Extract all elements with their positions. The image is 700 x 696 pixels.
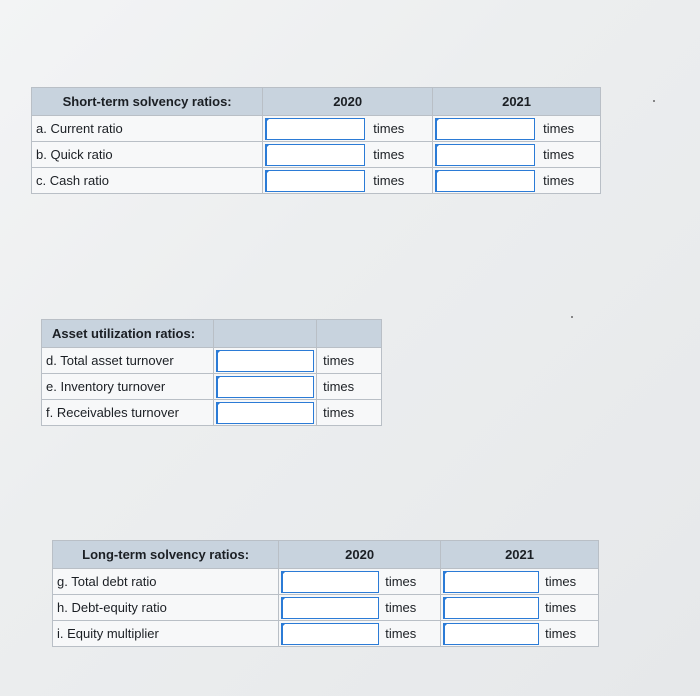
equity-multiplier-2021-input[interactable] bbox=[443, 623, 539, 645]
row-label: g. Total debt ratio bbox=[53, 569, 279, 595]
year-header-2020: 2020 bbox=[279, 541, 441, 569]
table-row bbox=[53, 569, 599, 595]
table-row bbox=[32, 116, 601, 142]
unit-label: times bbox=[545, 600, 577, 615]
row-label: i. Equity multiplier bbox=[53, 621, 279, 647]
unit-label: times bbox=[317, 348, 382, 374]
unit-label: times bbox=[545, 574, 577, 589]
short-term-solvency-table bbox=[31, 87, 601, 194]
row-label: a. Current ratio bbox=[32, 116, 263, 142]
table-row bbox=[42, 400, 382, 426]
table-header-row bbox=[32, 88, 601, 116]
cash-ratio-2020-input[interactable] bbox=[265, 170, 365, 192]
row-label: c. Cash ratio bbox=[32, 168, 263, 194]
value-cell-2021 bbox=[441, 569, 599, 595]
value-cell-2021 bbox=[441, 595, 599, 621]
unit-label: times bbox=[317, 374, 382, 400]
value-cell-2021 bbox=[433, 142, 601, 168]
asset-utilization-table bbox=[41, 319, 382, 426]
value-cell-2021 bbox=[433, 116, 601, 142]
row-label: f. Receivables turnover bbox=[42, 400, 214, 426]
table-row bbox=[42, 374, 382, 400]
quick-ratio-2020-input[interactable] bbox=[265, 144, 365, 166]
total-debt-ratio-2021-input[interactable] bbox=[443, 571, 539, 593]
row-label: e. Inventory turnover bbox=[42, 374, 214, 400]
value-cell bbox=[213, 374, 317, 400]
section-header: Asset utilization ratios: bbox=[42, 320, 214, 348]
year-header-2021: 2021 bbox=[441, 541, 599, 569]
cash-ratio-2021-input[interactable] bbox=[435, 170, 535, 192]
value-cell-2020 bbox=[263, 116, 433, 142]
table-header-row bbox=[53, 541, 599, 569]
total-debt-ratio-2020-input[interactable] bbox=[281, 571, 379, 593]
table-header-row bbox=[42, 320, 382, 348]
table-row bbox=[53, 595, 599, 621]
unit-label: times bbox=[543, 147, 575, 162]
table-row bbox=[32, 142, 601, 168]
value-cell-2021 bbox=[441, 621, 599, 647]
row-label: b. Quick ratio bbox=[32, 142, 263, 168]
value-cell-2020 bbox=[263, 142, 433, 168]
screen-speck bbox=[653, 100, 655, 102]
inventory-turnover-input[interactable] bbox=[216, 376, 315, 398]
table-row bbox=[53, 621, 599, 647]
table-row bbox=[32, 168, 601, 194]
total-asset-turnover-input[interactable] bbox=[216, 350, 315, 372]
debt-equity-ratio-2020-input[interactable] bbox=[281, 597, 379, 619]
unit-label: times bbox=[373, 121, 405, 136]
unit-label: times bbox=[373, 173, 405, 188]
value-cell-2021 bbox=[433, 168, 601, 194]
debt-equity-ratio-2021-input[interactable] bbox=[443, 597, 539, 619]
unit-label: times bbox=[373, 147, 405, 162]
value-cell-2020 bbox=[279, 569, 441, 595]
equity-multiplier-2020-input[interactable] bbox=[281, 623, 379, 645]
quick-ratio-2021-input[interactable] bbox=[435, 144, 535, 166]
value-cell-2020 bbox=[263, 168, 433, 194]
unit-label: times bbox=[543, 173, 575, 188]
unit-label: times bbox=[545, 626, 577, 641]
header-empty-cell bbox=[317, 320, 382, 348]
row-label: d. Total asset turnover bbox=[42, 348, 214, 374]
unit-label: times bbox=[385, 600, 417, 615]
unit-label: times bbox=[385, 574, 417, 589]
value-cell-2020 bbox=[279, 621, 441, 647]
unit-label: times bbox=[543, 121, 575, 136]
section-header: Long-term solvency ratios: bbox=[53, 541, 279, 569]
value-cell-2020 bbox=[279, 595, 441, 621]
unit-label: times bbox=[317, 400, 382, 426]
current-ratio-2020-input[interactable] bbox=[265, 118, 365, 140]
unit-label: times bbox=[385, 626, 417, 641]
long-term-solvency-table bbox=[52, 540, 599, 647]
screen-speck bbox=[571, 316, 573, 318]
table-row bbox=[42, 348, 382, 374]
value-cell bbox=[213, 348, 317, 374]
receivables-turnover-input[interactable] bbox=[216, 402, 315, 424]
year-header-2020: 2020 bbox=[263, 88, 433, 116]
value-cell bbox=[213, 400, 317, 426]
year-header-2021: 2021 bbox=[433, 88, 601, 116]
row-label: h. Debt-equity ratio bbox=[53, 595, 279, 621]
header-empty-cell bbox=[213, 320, 317, 348]
section-header: Short-term solvency ratios: bbox=[32, 88, 263, 116]
current-ratio-2021-input[interactable] bbox=[435, 118, 535, 140]
